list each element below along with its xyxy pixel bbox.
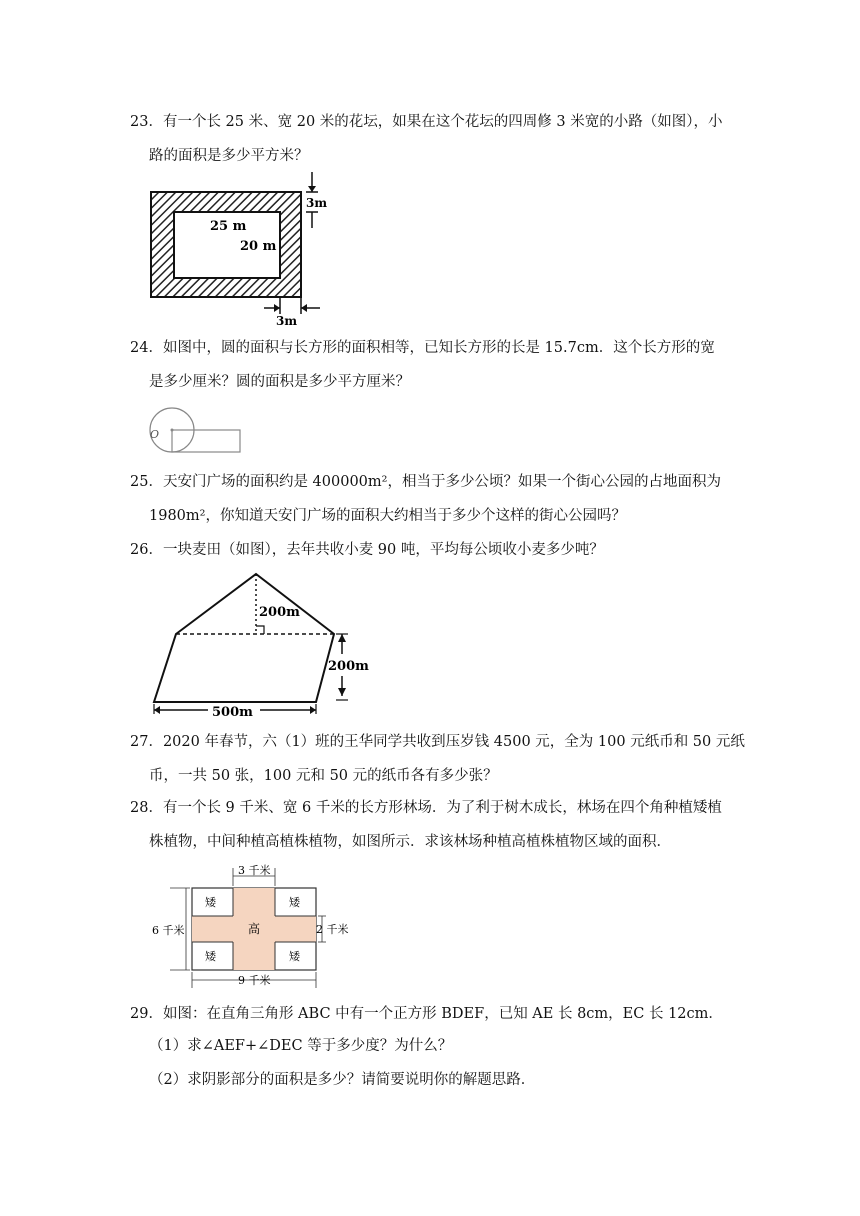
- q26-line1: 26．一块麦田（如图），去年共收小麦 90 吨，平均每公顷收小麦多少吨？: [130, 542, 604, 558]
- center-o-label: O: [150, 428, 160, 441]
- q23-len-label: 25 m: [210, 219, 247, 234]
- q26-height2-label: 200m: [328, 659, 369, 674]
- short-label-br: 矮: [289, 950, 300, 963]
- q25-line1: 25．天安门广场的面积约是 400000m²，相当于多少公顷？如果一个街心公园的占地面积为: [130, 474, 721, 490]
- q23-line2: 路的面积是多少平方米？: [149, 148, 309, 164]
- q27-line1: 27．2020 年春节，六（1）班的王华同学共收到压岁钱 4500 元，全为 100 元纸币和 50 元纸: [130, 734, 745, 750]
- q28-bottom-label: 9 千米: [238, 974, 271, 987]
- rectangle-shape: [172, 430, 240, 452]
- q26-figure: [148, 566, 378, 718]
- short-label-tr: 矮: [289, 896, 300, 909]
- q26-height1-label: 200m: [259, 605, 300, 620]
- q23-wid-label: 20 m: [240, 239, 277, 254]
- q28-top-label: 3 千米: [238, 864, 271, 877]
- field-outline: [154, 574, 334, 702]
- q29-sub1: （1）求∠AEF+∠DEC 等于多少度？为什么？: [149, 1038, 453, 1054]
- short-label-tl: 矮: [205, 896, 216, 909]
- q28-left-label: 6 千米: [152, 924, 185, 937]
- q29-line1: 29．如图：在直角三角形 ABC 中有一个正方形 BDEF，已知 AE 长 8cm，EC 长 12cm．: [130, 1006, 723, 1022]
- q28-right-label: 2 千米: [316, 923, 349, 936]
- q25-line2: 1980m²，你知道天安门广场的面积大约相当于多少个这样的街心公园吗？: [149, 508, 626, 524]
- q29-sub2: （2）求阴影部分的面积是多少？请简要说明你的解题思路．: [149, 1072, 536, 1088]
- q23-bottom-width-label: 3m: [276, 314, 298, 328]
- q23-line1: 23．有一个长 25 米、宽 20 米的花坛，如果在这个花坛的四周修 3 米宽的小路（如图），小: [130, 114, 723, 130]
- q26-base-label: 500m: [212, 705, 253, 718]
- q27-line2: 币，一共 50 张，100 元和 50 元的纸币各有多少张？: [149, 768, 498, 784]
- q28-figure: [150, 860, 360, 992]
- q24-figure: [146, 404, 246, 456]
- tall-label: 高: [248, 922, 261, 936]
- q24-line2: 是多少厘米？圆的面积是多少平方厘米？: [149, 374, 410, 390]
- q23-figure: [148, 168, 328, 328]
- q28-line2: 株植物，中间种植高植株植物，如图所示．求该林场种植高植株植物区域的面积．: [149, 834, 671, 850]
- q23-top-width-label: 3m: [306, 196, 328, 210]
- short-label-bl: 矮: [205, 950, 216, 963]
- q28-line1: 28．有一个长 9 千米、宽 6 千米的长方形林场．为了利于树木成长，林场在四个角种植矮植: [130, 800, 722, 816]
- q24-line1: 24．如图中，圆的面积与长方形的面积相等，已知长方形的长是 15.7cm．这个长方形的宽: [130, 340, 715, 356]
